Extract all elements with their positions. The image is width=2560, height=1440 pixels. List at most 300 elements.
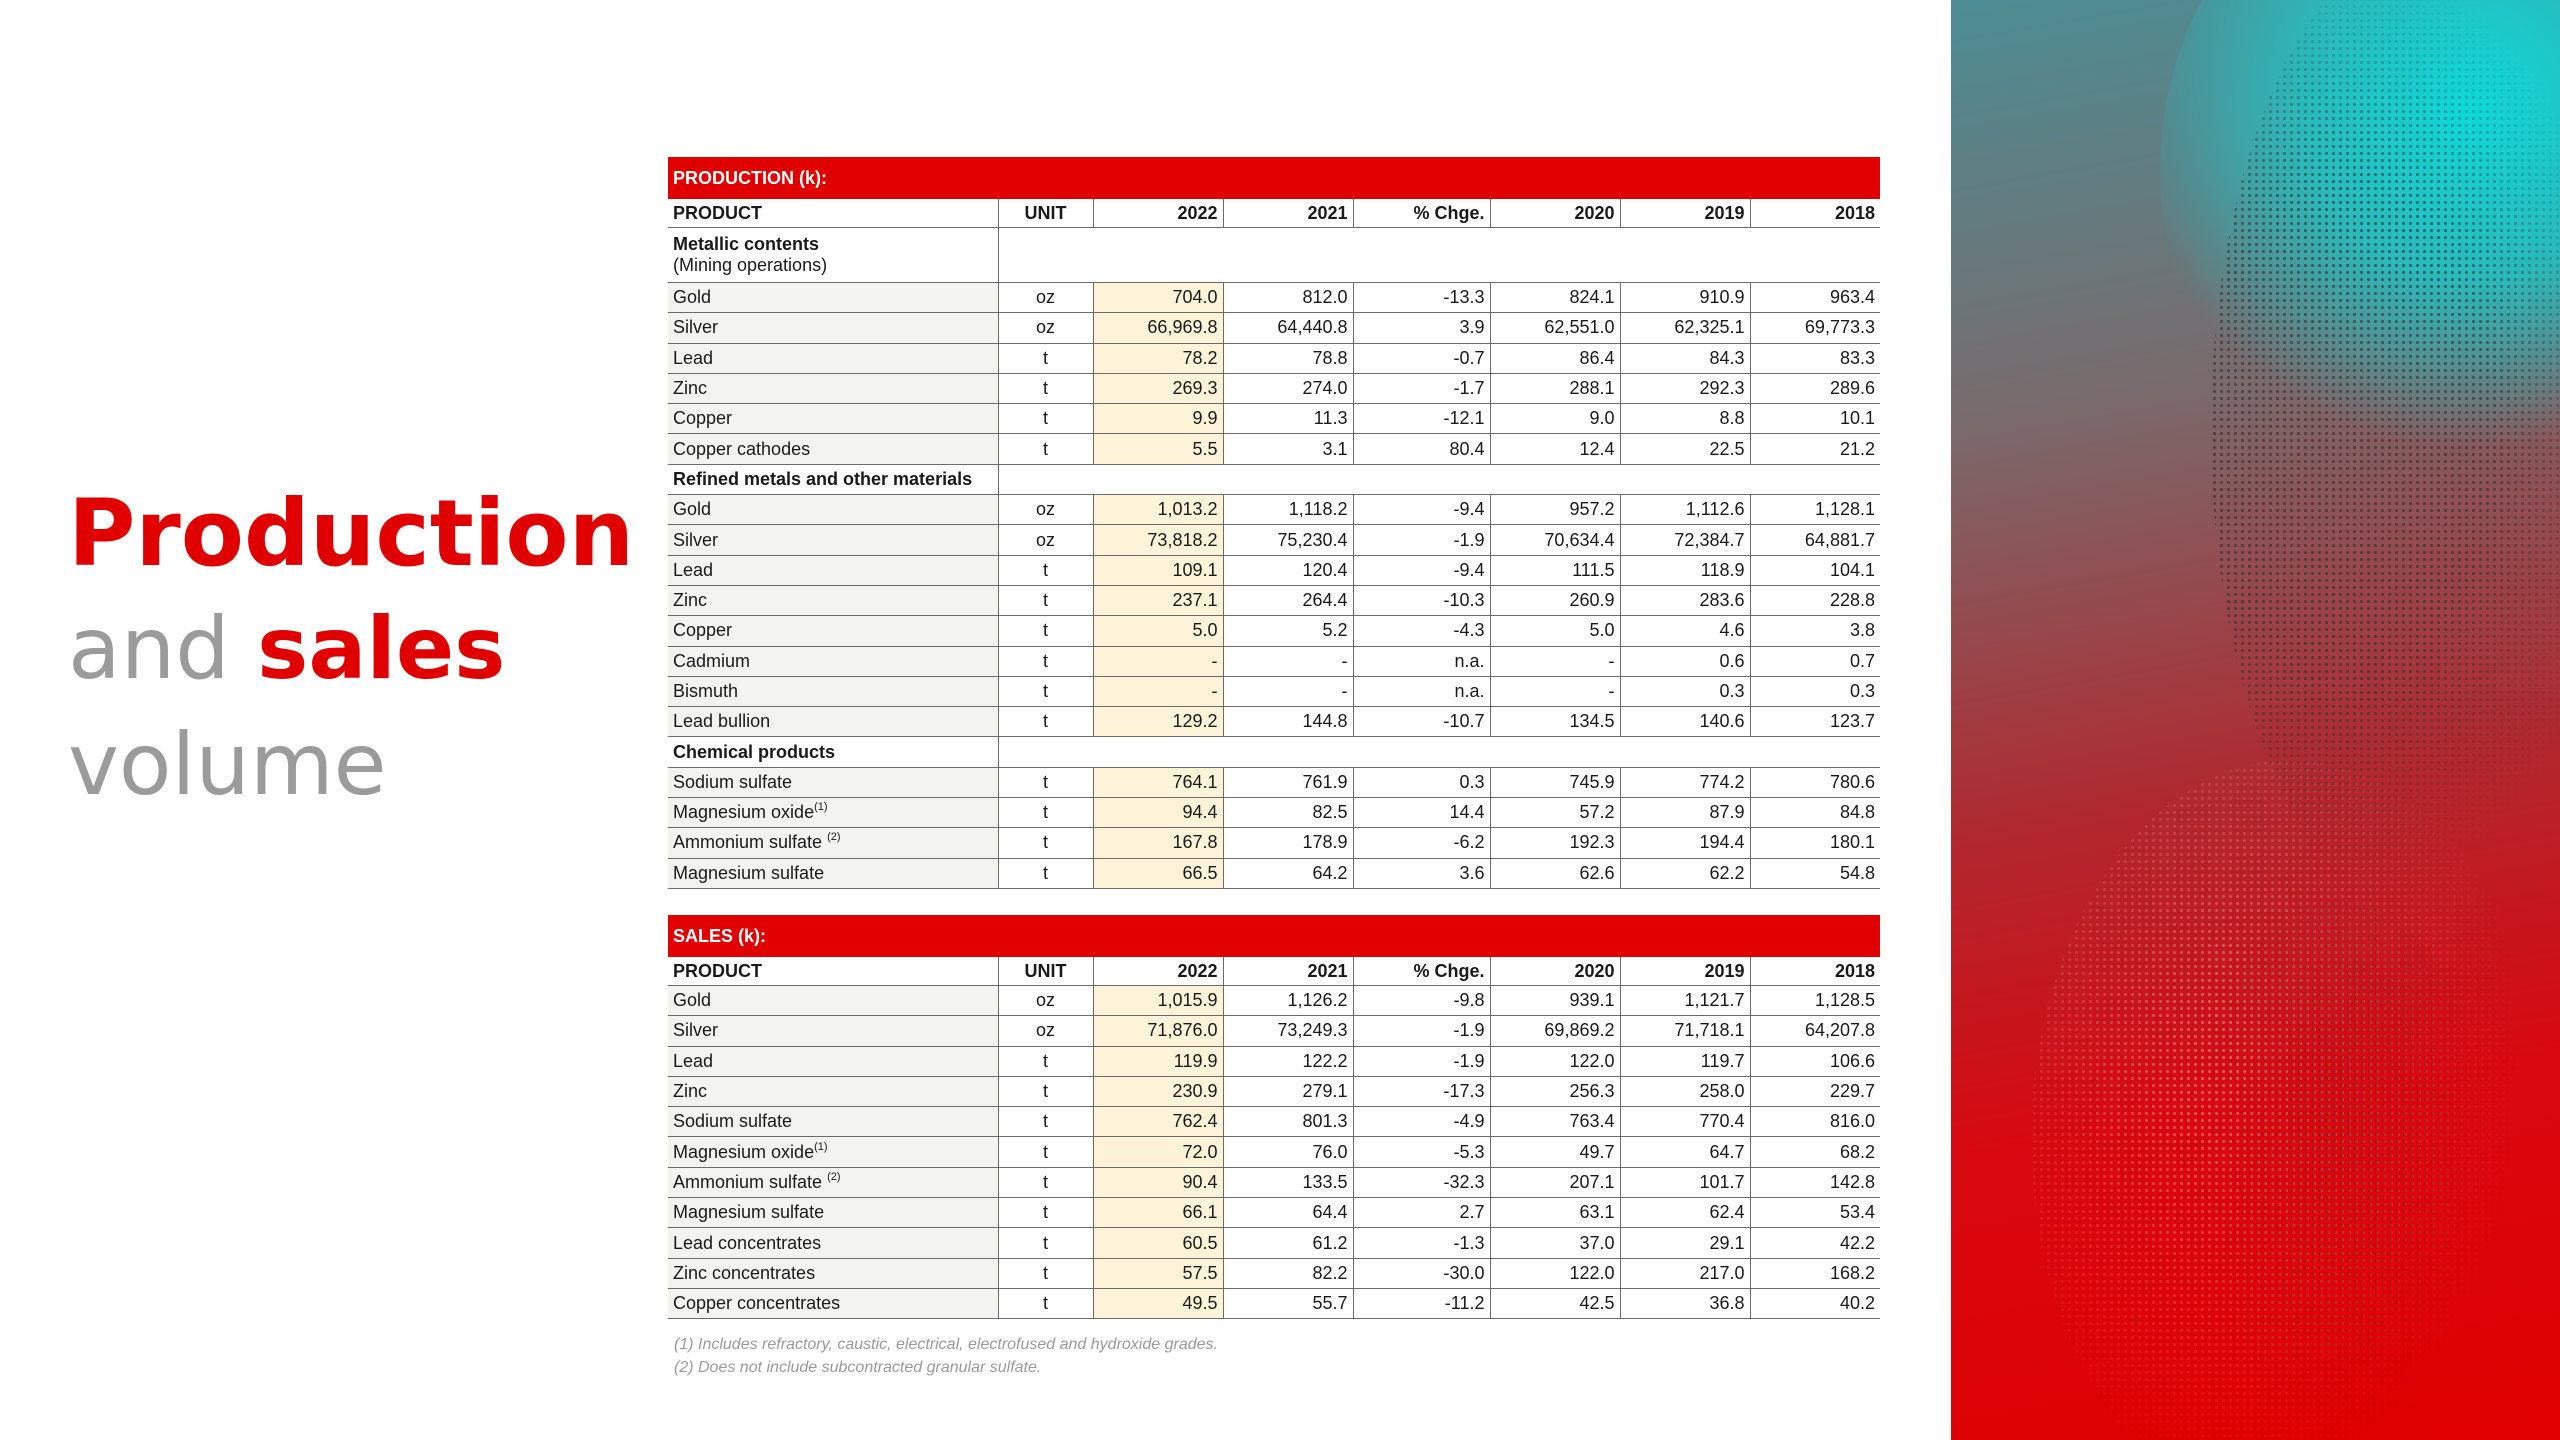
value-cell-2022: 90.4 [1093, 1167, 1223, 1197]
column-header: 2019 [1620, 199, 1750, 228]
value-cell: 71,718.1 [1620, 1016, 1750, 1046]
product-cell [668, 798, 998, 828]
value-cell: 69,773.3 [1750, 313, 1880, 343]
value-cell: 168.2 [1750, 1258, 1880, 1288]
value-cell-2022: 1,015.9 [1093, 986, 1223, 1016]
value-cell: 42.5 [1490, 1288, 1620, 1318]
section-title [668, 228, 998, 283]
unit-cell: t [998, 707, 1093, 737]
value-cell-2022: - [1093, 646, 1223, 676]
table-row [668, 1198, 1880, 1228]
value-cell: 86.4 [1490, 343, 1620, 373]
value-cell: 194.4 [1620, 828, 1750, 858]
product-cell [668, 434, 998, 464]
value-cell: 0.7 [1750, 646, 1880, 676]
value-cell: 258.0 [1620, 1076, 1750, 1106]
table-title: SALES (k): [668, 915, 1880, 957]
table-row [668, 1228, 1880, 1258]
table-row [668, 313, 1880, 343]
value-cell: 1,112.6 [1620, 495, 1750, 525]
value-cell: 5.2 [1223, 616, 1353, 646]
value-cell: 75,230.4 [1223, 525, 1353, 555]
value-cell: 120.4 [1223, 555, 1353, 585]
table-row [668, 525, 1880, 555]
table-row [668, 1288, 1880, 1318]
value-cell: 217.0 [1620, 1258, 1750, 1288]
value-cell: 2.7 [1353, 1198, 1490, 1228]
value-cell: 178.9 [1223, 828, 1353, 858]
value-cell: 745.9 [1490, 767, 1620, 797]
value-cell: 761.9 [1223, 767, 1353, 797]
product-cell [668, 585, 998, 615]
value-cell: 11.3 [1223, 404, 1353, 434]
table-row [668, 1016, 1880, 1046]
column-header: 2018 [1750, 957, 1880, 986]
unit-cell: t [998, 1046, 1093, 1076]
unit-cell: t [998, 555, 1093, 585]
footnote-marker: (1) [814, 801, 828, 814]
value-cell-2022: 66.5 [1093, 858, 1223, 888]
unit-cell: t [998, 1198, 1093, 1228]
value-cell: 780.6 [1750, 767, 1880, 797]
value-cell: 64,881.7 [1750, 525, 1880, 555]
value-cell: 68.2 [1750, 1137, 1880, 1167]
product-name: Gold [673, 499, 712, 520]
value-cell: 0.6 [1620, 646, 1750, 676]
product-cell [668, 858, 998, 888]
value-cell: n.a. [1353, 676, 1490, 706]
column-header: 2019 [1620, 957, 1750, 986]
value-cell: 122.0 [1490, 1046, 1620, 1076]
product-name: Silver [673, 1020, 719, 1041]
value-cell: 1,126.2 [1223, 986, 1353, 1016]
unit-cell: t [998, 1167, 1093, 1197]
product-cell [668, 404, 998, 434]
column-header-row [668, 199, 1880, 228]
value-cell: 142.8 [1750, 1167, 1880, 1197]
column-header: UNIT [998, 957, 1093, 986]
section-spacer [998, 464, 1880, 494]
value-cell: 192.3 [1490, 828, 1620, 858]
product-cell [668, 495, 998, 525]
value-cell: 37.0 [1490, 1228, 1620, 1258]
value-cell-2022: 119.9 [1093, 1046, 1223, 1076]
unit-cell: t [998, 1076, 1093, 1106]
product-cell [668, 343, 998, 373]
value-cell: 84.8 [1750, 798, 1880, 828]
title-line-2 [68, 599, 634, 722]
product-name: Magnesium sulfate [673, 1202, 825, 1223]
product-name: Gold [673, 287, 712, 308]
product-name: Silver [673, 317, 719, 338]
product-name: Lead [673, 559, 714, 580]
product-name: Gold [673, 990, 712, 1011]
value-cell-2022: 762.4 [1093, 1107, 1223, 1137]
value-cell: -13.3 [1353, 283, 1490, 313]
column-header: 2021 [1223, 199, 1353, 228]
unit-cell: oz [998, 283, 1093, 313]
value-cell: 1,128.1 [1750, 495, 1880, 525]
unit-cell: oz [998, 495, 1093, 525]
value-cell: 260.9 [1490, 585, 1620, 615]
value-cell: -12.1 [1353, 404, 1490, 434]
value-cell: 910.9 [1620, 283, 1750, 313]
value-cell: n.a. [1353, 646, 1490, 676]
value-cell-2022: 94.4 [1093, 798, 1223, 828]
table-row [668, 495, 1880, 525]
decorative-gradient-panel [1951, 0, 2560, 1440]
value-cell-2022: 57.5 [1093, 1258, 1223, 1288]
table-row [668, 434, 1880, 464]
value-cell: 256.3 [1490, 1076, 1620, 1106]
value-cell: 292.3 [1620, 373, 1750, 403]
value-cell-2022: 5.0 [1093, 616, 1223, 646]
product-name: Ammonium sulfate [673, 1171, 828, 1192]
value-cell: 64.2 [1223, 858, 1353, 888]
table-row [668, 373, 1880, 403]
value-cell: 289.6 [1750, 373, 1880, 403]
table-row [668, 676, 1880, 706]
value-cell: 0.3 [1620, 676, 1750, 706]
product-cell [668, 1137, 998, 1167]
value-cell-2022: 9.9 [1093, 404, 1223, 434]
unit-cell: t [998, 1288, 1093, 1318]
value-cell: 83.3 [1750, 343, 1880, 373]
product-cell [668, 1046, 998, 1076]
value-cell: 62.2 [1620, 858, 1750, 888]
value-cell: 180.1 [1750, 828, 1880, 858]
product-name: Zinc [673, 590, 708, 611]
value-cell: 42.2 [1750, 1228, 1880, 1258]
section-title [668, 464, 998, 494]
value-cell: 87.9 [1620, 798, 1750, 828]
table-row [668, 798, 1880, 828]
value-cell: 957.2 [1490, 495, 1620, 525]
value-cell: -4.3 [1353, 616, 1490, 646]
value-cell-2022: 49.5 [1093, 1288, 1223, 1318]
value-cell: 763.4 [1490, 1107, 1620, 1137]
value-cell: 144.8 [1223, 707, 1353, 737]
title-sales: sales [257, 599, 506, 699]
unit-cell: oz [998, 986, 1093, 1016]
section-title-text: Metallic contents [673, 234, 820, 254]
table-row [668, 828, 1880, 858]
product-cell [668, 676, 998, 706]
column-header: 2022 [1093, 199, 1223, 228]
product-cell [668, 767, 998, 797]
footnote-marker: (2) [827, 831, 841, 844]
product-name: Cadmium [673, 650, 751, 671]
column-header: 2018 [1750, 199, 1880, 228]
section-title [668, 737, 998, 767]
value-cell: -1.9 [1353, 1046, 1490, 1076]
value-cell: 264.4 [1223, 585, 1353, 615]
value-cell: 62.6 [1490, 858, 1620, 888]
value-cell: 69,869.2 [1490, 1016, 1620, 1046]
product-name: Copper [673, 620, 733, 641]
value-cell-2022: 78.2 [1093, 343, 1223, 373]
value-cell: 84.3 [1620, 343, 1750, 373]
product-name: Lead [673, 1050, 714, 1071]
unit-cell: oz [998, 525, 1093, 555]
unit-cell: t [998, 585, 1093, 615]
value-cell: 140.6 [1620, 707, 1750, 737]
product-cell [668, 555, 998, 585]
footnote-marker: (2) [827, 1170, 841, 1183]
value-cell: - [1490, 646, 1620, 676]
product-name: Zinc concentrates [673, 1262, 816, 1283]
value-cell: 963.4 [1750, 283, 1880, 313]
value-cell: - [1223, 676, 1353, 706]
table-row [668, 986, 1880, 1016]
unit-cell: t [998, 858, 1093, 888]
unit-cell: t [998, 404, 1093, 434]
value-cell: 816.0 [1750, 1107, 1880, 1137]
value-cell: 21.2 [1750, 434, 1880, 464]
product-cell [668, 1228, 998, 1258]
value-cell-2022: 704.0 [1093, 283, 1223, 313]
value-cell: 274.0 [1223, 373, 1353, 403]
column-header: UNIT [998, 199, 1093, 228]
unit-cell: t [998, 1137, 1093, 1167]
value-cell: 133.5 [1223, 1167, 1353, 1197]
section-header-row [668, 737, 1880, 767]
value-cell: 0.3 [1353, 767, 1490, 797]
product-cell [668, 373, 998, 403]
product-cell [668, 828, 998, 858]
value-cell-2022: 72.0 [1093, 1137, 1223, 1167]
value-cell-2022: 129.2 [1093, 707, 1223, 737]
value-cell-2022: 269.3 [1093, 373, 1223, 403]
value-cell: 3.1 [1223, 434, 1353, 464]
value-cell: 82.5 [1223, 798, 1353, 828]
product-name: Copper concentrates [673, 1293, 841, 1314]
sales-table [668, 915, 1880, 1319]
title-line-1: Production [68, 480, 635, 587]
value-cell: 5.0 [1490, 616, 1620, 646]
footnote-marker: (1) [814, 1140, 828, 1153]
unit-cell: t [998, 828, 1093, 858]
table-row [668, 767, 1880, 797]
value-cell: -0.7 [1353, 343, 1490, 373]
table-title: PRODUCTION (k): [668, 157, 1880, 199]
value-cell-2022: 109.1 [1093, 555, 1223, 585]
unit-cell: t [998, 1258, 1093, 1288]
table-row [668, 858, 1880, 888]
value-cell: 70,634.4 [1490, 525, 1620, 555]
column-header: 2020 [1490, 199, 1620, 228]
value-cell: 770.4 [1620, 1107, 1750, 1137]
table-row [668, 283, 1880, 313]
value-cell: 774.2 [1620, 767, 1750, 797]
value-cell-2022: 66.1 [1093, 1198, 1223, 1228]
value-cell: 80.4 [1353, 434, 1490, 464]
product-cell [668, 646, 998, 676]
value-cell: 29.1 [1620, 1228, 1750, 1258]
product-cell [668, 1258, 998, 1288]
table-row [668, 1076, 1880, 1106]
value-cell: -9.4 [1353, 555, 1490, 585]
product-name: Lead [673, 347, 714, 368]
value-cell: -6.2 [1353, 828, 1490, 858]
value-cell: 63.1 [1490, 1198, 1620, 1228]
value-cell: 8.8 [1620, 404, 1750, 434]
table-row [668, 707, 1880, 737]
value-cell: 64.7 [1620, 1137, 1750, 1167]
unit-cell: t [998, 646, 1093, 676]
value-cell: -1.3 [1353, 1228, 1490, 1258]
value-cell: -1.7 [1353, 373, 1490, 403]
value-cell: 824.1 [1490, 283, 1620, 313]
product-cell [668, 1107, 998, 1137]
value-cell: -9.4 [1353, 495, 1490, 525]
value-cell-2022: 60.5 [1093, 1228, 1223, 1258]
value-cell: -17.3 [1353, 1076, 1490, 1106]
value-cell-2022: - [1093, 676, 1223, 706]
value-cell: 55.7 [1223, 1288, 1353, 1318]
halftone-dots-bottom [2191, 900, 2491, 1440]
product-cell [668, 616, 998, 646]
column-header: PRODUCT [668, 199, 998, 228]
unit-cell: t [998, 373, 1093, 403]
product-cell [668, 986, 998, 1016]
value-cell: 72,384.7 [1620, 525, 1750, 555]
value-cell: 22.5 [1620, 434, 1750, 464]
unit-cell: t [998, 343, 1093, 373]
value-cell: 801.3 [1223, 1107, 1353, 1137]
value-cell: 104.1 [1750, 555, 1880, 585]
production-table [668, 157, 1880, 889]
table-row [668, 585, 1880, 615]
section-title-text: Refined metals and other materials [673, 468, 973, 489]
product-cell [668, 1198, 998, 1228]
value-cell: 78.8 [1223, 343, 1353, 373]
product-name: Copper cathodes [673, 438, 811, 459]
product-name: Sodium sulfate [673, 771, 793, 792]
footnotes [674, 1333, 1218, 1379]
value-cell: 53.4 [1750, 1198, 1880, 1228]
unit-cell: t [998, 1228, 1093, 1258]
section-title-text: Chemical products [673, 741, 836, 762]
value-cell: -30.0 [1353, 1258, 1490, 1288]
product-cell [668, 1016, 998, 1046]
product-name: Magnesium sulfate [673, 862, 825, 883]
table-row [668, 1258, 1880, 1288]
column-header: PRODUCT [668, 957, 998, 986]
value-cell: 288.1 [1490, 373, 1620, 403]
product-name: Silver [673, 529, 719, 550]
value-cell-2022: 230.9 [1093, 1076, 1223, 1106]
value-cell: - [1223, 646, 1353, 676]
value-cell: 229.7 [1750, 1076, 1880, 1106]
section-header-row [668, 228, 1880, 283]
product-name: Magnesium oxide [673, 802, 815, 823]
column-header: 2020 [1490, 957, 1620, 986]
value-cell: 101.7 [1620, 1167, 1750, 1197]
column-header: % Chge. [1353, 957, 1490, 986]
value-cell: 62.4 [1620, 1198, 1750, 1228]
value-cell: 123.7 [1750, 707, 1880, 737]
value-cell: 64,207.8 [1750, 1016, 1880, 1046]
table-row [668, 1046, 1880, 1076]
value-cell: -5.3 [1353, 1137, 1490, 1167]
value-cell-2022: 5.5 [1093, 434, 1223, 464]
value-cell: 40.2 [1750, 1288, 1880, 1318]
value-cell: 111.5 [1490, 555, 1620, 585]
value-cell: 1,118.2 [1223, 495, 1353, 525]
value-cell: -10.3 [1353, 585, 1490, 615]
unit-cell: t [998, 676, 1093, 706]
unit-cell: t [998, 434, 1093, 464]
value-cell: -4.9 [1353, 1107, 1490, 1137]
value-cell: 82.2 [1223, 1258, 1353, 1288]
value-cell: 207.1 [1490, 1167, 1620, 1197]
value-cell: 49.7 [1490, 1137, 1620, 1167]
value-cell: 54.8 [1750, 858, 1880, 888]
table-row [668, 404, 1880, 434]
value-cell: 1,121.7 [1620, 986, 1750, 1016]
table-row [668, 1107, 1880, 1137]
unit-cell: t [998, 1107, 1093, 1137]
product-cell [668, 313, 998, 343]
section-spacer [998, 228, 1880, 283]
product-cell [668, 1288, 998, 1318]
value-cell: 3.8 [1750, 616, 1880, 646]
product-name: Zinc [673, 378, 708, 399]
value-cell: 76.0 [1223, 1137, 1353, 1167]
unit-cell: oz [998, 1016, 1093, 1046]
product-name: Sodium sulfate [673, 1111, 793, 1132]
value-cell: -9.8 [1353, 986, 1490, 1016]
table-row [668, 555, 1880, 585]
unit-cell: t [998, 616, 1093, 646]
value-cell: 283.6 [1620, 585, 1750, 615]
section-spacer [998, 737, 1880, 767]
unit-cell: t [998, 767, 1093, 797]
value-cell: 73,249.3 [1223, 1016, 1353, 1046]
value-cell: 61.2 [1223, 1228, 1353, 1258]
value-cell: 279.1 [1223, 1076, 1353, 1106]
product-cell [668, 283, 998, 313]
table-row [668, 616, 1880, 646]
product-name: Copper [673, 408, 733, 429]
value-cell: 134.5 [1490, 707, 1620, 737]
value-cell-2022: 1,013.2 [1093, 495, 1223, 525]
value-cell: 57.2 [1490, 798, 1620, 828]
unit-cell: oz [998, 313, 1093, 343]
value-cell: -10.7 [1353, 707, 1490, 737]
value-cell: 3.9 [1353, 313, 1490, 343]
value-cell: -32.3 [1353, 1167, 1490, 1197]
value-cell: 122.0 [1490, 1258, 1620, 1288]
product-name: Zinc [673, 1081, 708, 1102]
value-cell: 10.1 [1750, 404, 1880, 434]
product-name: Lead bullion [673, 711, 771, 732]
value-cell: 64,440.8 [1223, 313, 1353, 343]
value-cell: 3.6 [1353, 858, 1490, 888]
column-header: 2021 [1223, 957, 1353, 986]
title-line-3: volume [68, 715, 387, 815]
column-header: 2022 [1093, 957, 1223, 986]
value-cell: - [1490, 676, 1620, 706]
value-cell: 119.7 [1620, 1046, 1750, 1076]
column-header: % Chge. [1353, 199, 1490, 228]
value-cell: 4.6 [1620, 616, 1750, 646]
product-cell [668, 1076, 998, 1106]
table-row [668, 343, 1880, 373]
value-cell: 62,325.1 [1620, 313, 1750, 343]
value-cell: 939.1 [1490, 986, 1620, 1016]
